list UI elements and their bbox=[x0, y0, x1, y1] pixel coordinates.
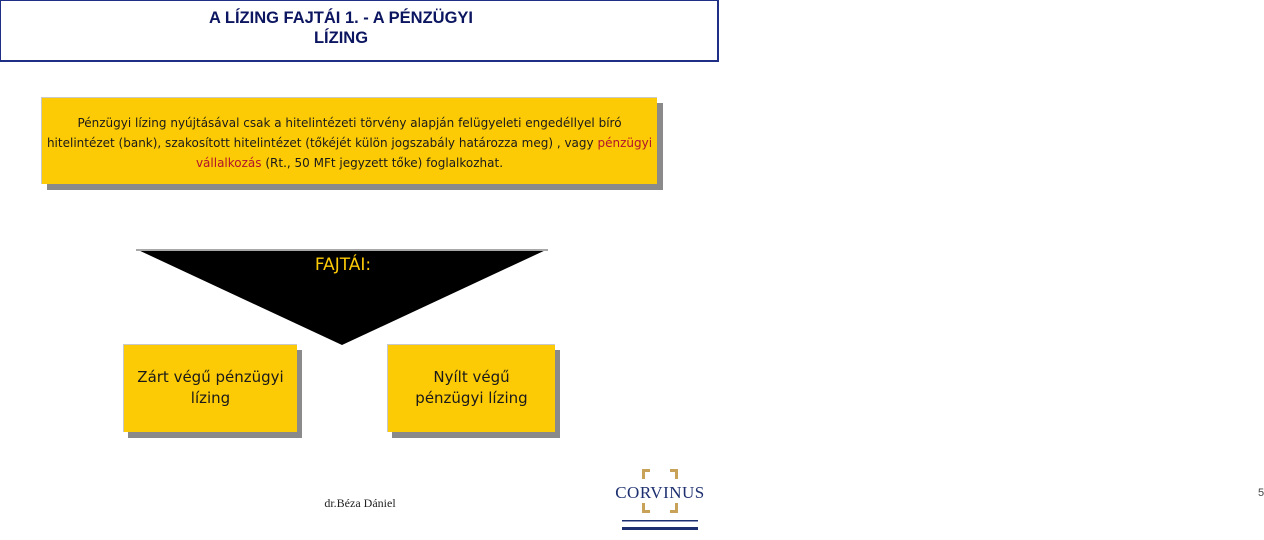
page-number: 5 bbox=[1258, 487, 1264, 499]
author-name: dr.Béza Dániel bbox=[324, 496, 396, 510]
corvinus-logo-text: CORVINUS bbox=[615, 483, 705, 502]
definition-highlight: pénzügyi vállalkozás bbox=[195, 136, 653, 170]
closed-end-leasing-box bbox=[123, 344, 297, 432]
open-end-leasing-box bbox=[387, 344, 555, 432]
definition-text-part-1: Pénzügyi lízing nyújtásával csak a hitelintézeti törvény alapján felügyeleti engedéllyel bíró hitelintézet (bank), szakosított hitelintézet (tőkéjét külön jogszabály határozza meg) , vagy bbox=[46, 116, 622, 150]
closed-end-line-2: lízing bbox=[190, 389, 231, 407]
slide-title bbox=[111, 8, 571, 48]
funnel-label: FAJTÁI: bbox=[314, 255, 372, 275]
corvinus-logo bbox=[612, 465, 1264, 537]
closed-end-leasing-label bbox=[124, 367, 297, 409]
closed-end-line-1: Zárt végű pénzügyi bbox=[137, 368, 284, 386]
slide-title-line-1: A LÍZING FAJTÁI 1. - A PÉNZÜGYI bbox=[208, 9, 474, 27]
definition-box bbox=[41, 97, 657, 184]
open-end-line-1: Nyílt végű bbox=[433, 368, 510, 386]
definition-text-part-2: (Rt., 50 MFt jegyzett tőke) foglalkozhat. bbox=[265, 156, 504, 170]
slide-header bbox=[0, 0, 719, 62]
definition-text bbox=[42, 113, 657, 173]
open-end-leasing-label bbox=[388, 367, 555, 409]
open-end-line-2: pénzügyi lízing bbox=[415, 389, 528, 407]
slide-title-line-2: LÍZING bbox=[313, 29, 369, 47]
